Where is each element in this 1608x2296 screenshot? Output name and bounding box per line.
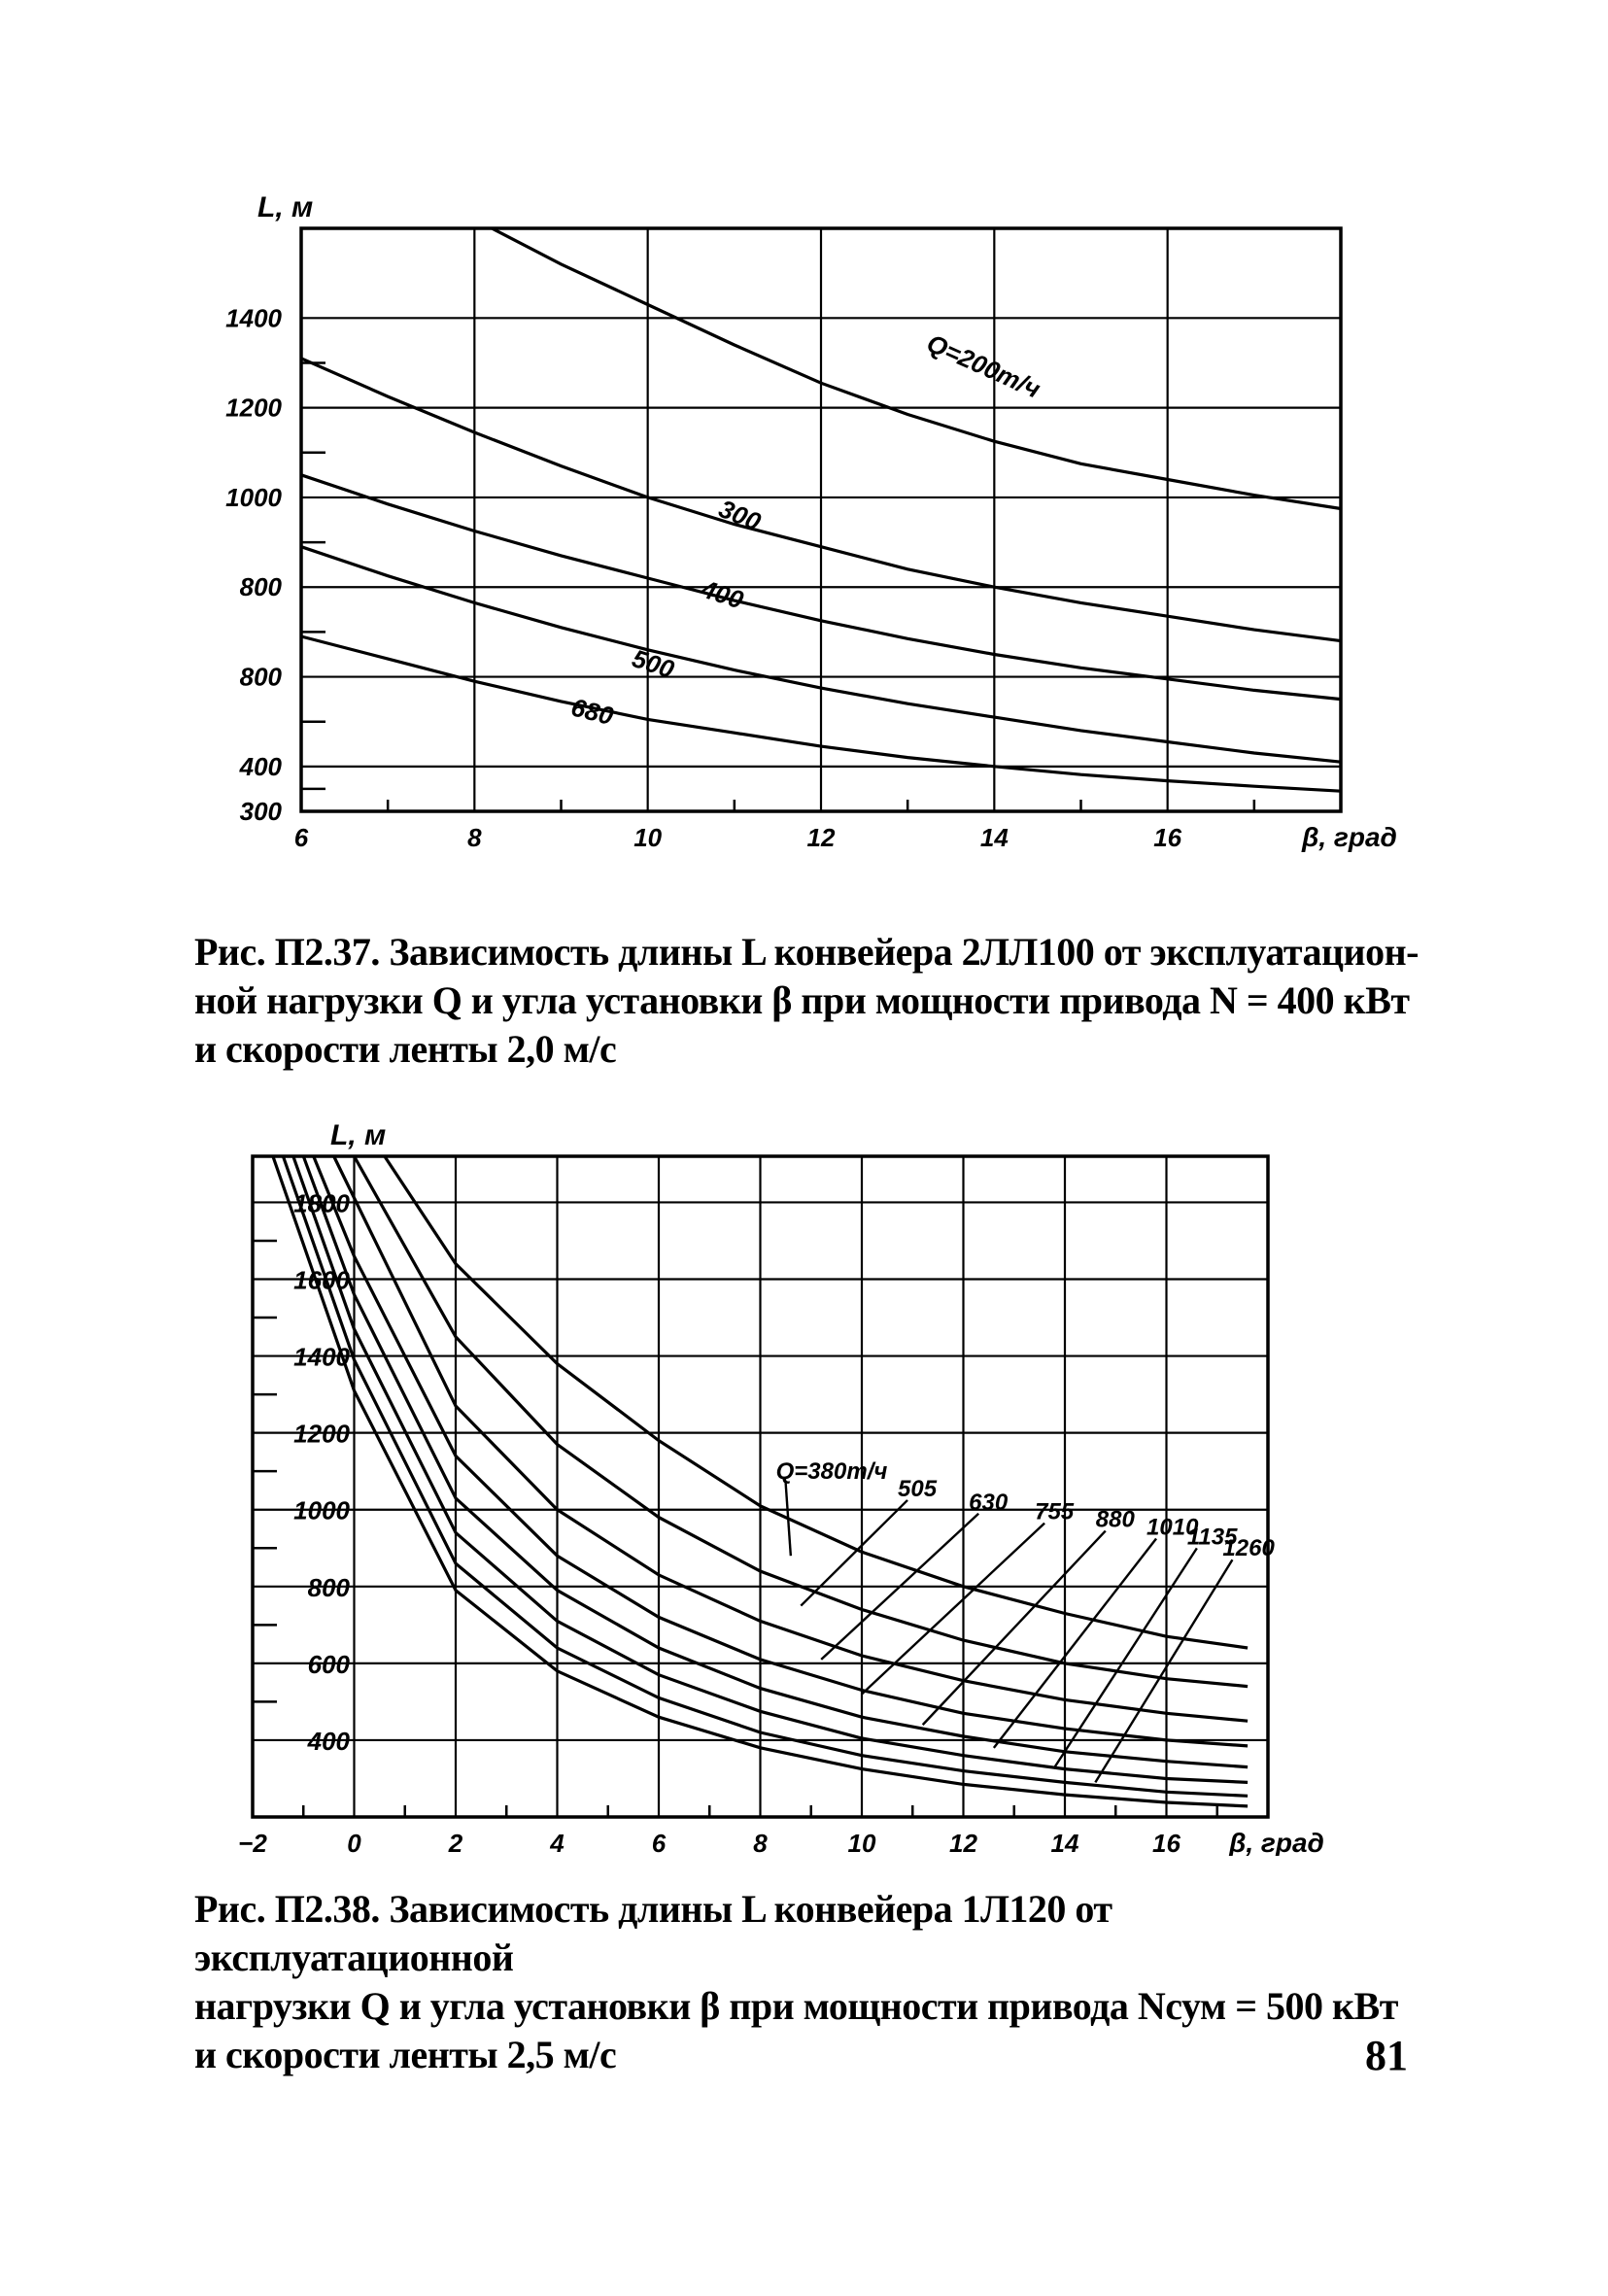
y-tick-label: 1400 [293, 1342, 350, 1372]
series-label-0: Q=380т/ч [775, 1458, 888, 1486]
series-line-Q200 [492, 228, 1341, 509]
x-axis-label: β, град [1229, 1828, 1324, 1856]
y-tick-label: 600 [307, 1649, 350, 1679]
y-tick-label: 1200 [225, 393, 282, 423]
caption-fig-237 [194, 928, 1438, 1074]
y-tick-label: 800 [239, 572, 282, 602]
leader-line-1 [801, 1500, 907, 1606]
y-tick-label: 1400 [225, 303, 282, 333]
y-tick-label: 1000 [225, 482, 282, 512]
caption-fig-237-line-1: Рис. П2.37. Зависимость длины L конвейера 2ЛЛ100 от эксплуатацион- [194, 930, 1419, 974]
chart-fig-237-svg [214, 185, 1428, 904]
x-tick-label: 10 [633, 823, 663, 852]
series-line-755 [314, 1156, 1248, 1746]
series-label-1: 505 [898, 1475, 938, 1502]
series-line-630 [334, 1156, 1249, 1721]
x-tick-label: 10 [847, 1829, 876, 1856]
series-line-505 [355, 1156, 1249, 1687]
caption-fig-237-line-3: и скорости ленты 2,0 м/с [194, 1027, 617, 1071]
series-label-3: 500 [628, 643, 678, 685]
series-line-Q380 [385, 1156, 1248, 1648]
series-label-6: 1135 [1186, 1524, 1238, 1551]
x-tick-label: 0 [347, 1829, 361, 1856]
x-axis-label: β, град [1302, 822, 1397, 852]
y-tick-label: 400 [307, 1726, 350, 1756]
x-tick-label: 6 [293, 823, 309, 852]
y-axis-label: L, м [257, 191, 314, 223]
chart-fig-238-svg [194, 1098, 1409, 1856]
series-label-5: 1010 [1146, 1514, 1199, 1541]
y-tick-label: 800 [307, 1572, 350, 1602]
series-label-3: 755 [1035, 1498, 1075, 1525]
x-tick-label: −2 [238, 1829, 267, 1856]
x-tick-label: 2 [448, 1829, 463, 1856]
page-number: 81 [1365, 2032, 1408, 2079]
y-tick-label: 1200 [293, 1419, 350, 1449]
series-label-4: 680 [567, 692, 617, 732]
chart-fig-237 [214, 185, 1428, 908]
series-label-0: Q=200т/ч [922, 327, 1045, 404]
caption-fig-238-line-3: и скорости ленты 2,5 м/с [194, 2033, 617, 2076]
x-tick-label: 6 [651, 1829, 667, 1856]
y-tick-label: 1600 [293, 1265, 350, 1295]
leader-line-3 [862, 1524, 1044, 1695]
caption-fig-238-line-2: нагрузки Q и угла установки β при мощности привода Nсум = 500 кВт [194, 1984, 1398, 2028]
x-tick-label: 16 [1153, 823, 1182, 852]
y-tick-label: 1000 [293, 1495, 350, 1525]
caption-fig-238 [194, 1885, 1438, 2079]
leader-line-5 [994, 1538, 1156, 1747]
x-tick-label: 16 [1152, 1829, 1180, 1856]
x-tick-label: 12 [806, 823, 836, 852]
x-tick-label: 8 [753, 1829, 768, 1856]
series-label-2: 630 [969, 1489, 1009, 1516]
caption-fig-238-line-1: Рис. П2.38. Зависимость длины L конвейера 1Л120 от эксплуатационной [194, 1887, 1112, 1979]
leader-line-4 [923, 1531, 1106, 1726]
x-tick-label: 8 [467, 823, 482, 852]
y-tick-label: 400 [239, 751, 282, 781]
x-tick-label: 14 [979, 823, 1009, 852]
y-tick-label: 300 [239, 797, 282, 826]
x-tick-label: 14 [1050, 1829, 1079, 1856]
x-tick-label: 4 [550, 1829, 565, 1856]
series-label-1: 300 [714, 494, 766, 537]
chart-fig-238 [194, 1098, 1409, 1861]
series-label-7: 1260 [1222, 1535, 1275, 1562]
series-label-2: 400 [698, 573, 747, 615]
y-axis-label: L, м [330, 1119, 387, 1151]
series-label-4: 880 [1095, 1506, 1135, 1533]
y-tick-label: 1800 [293, 1188, 350, 1218]
y-tick-label: 800 [239, 662, 282, 692]
x-tick-label: 12 [949, 1829, 977, 1856]
caption-fig-237-line-2: ной нагрузки Q и угла установки β при мощности привода N = 400 кВт [194, 978, 1410, 1022]
